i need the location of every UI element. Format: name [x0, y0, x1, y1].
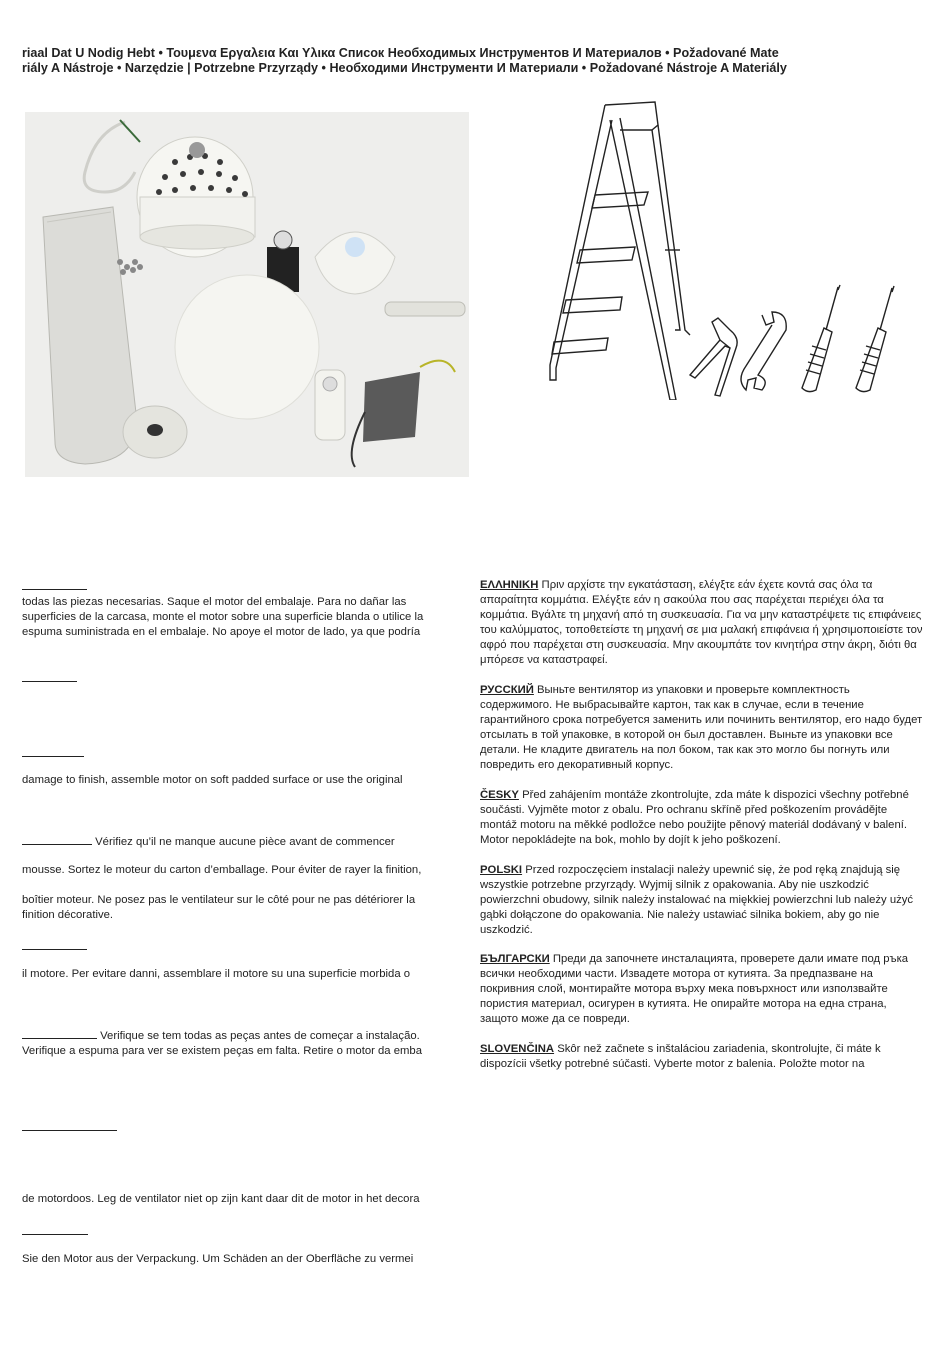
- text-line: il motore. Per evitare danni, assemblare il motore su una superficie morbida o: [22, 968, 411, 980]
- ladder-icon: [550, 102, 690, 400]
- french-block-2: [22, 863, 467, 878]
- paragraph-text: Преди да започнете инсталацията, проверете дали имате под ръка всички необходими части. Извадете мотора от кутията. За предпазване на покривния слой, монтирайте мотора върху мека повърхност или използвайте пористия материал, осигурен в кутията. Не опирайте мотора на една страна, защото може да се повреди.: [480, 953, 909, 1025]
- slovak-block: [480, 1042, 925, 1072]
- screwdriver-icon: [802, 285, 840, 392]
- italian-block: [22, 967, 467, 982]
- header-line-1: riaal Dat U Nodig Hebt • Τουμενα Εργαλεια Και Υλικα Список Необходимых Инструментов И Материалов • Požadované Mate: [22, 46, 779, 60]
- text-line: Sie den Motor aus der Verpackung. Um Schäden an der Oberfläche zu vermei: [22, 1253, 414, 1265]
- text-line: damage to finish, assemble motor on soft padded surface or use the original: [22, 774, 403, 786]
- heading-rule: [22, 680, 77, 682]
- language-label: SLOVENČINA: [480, 1043, 555, 1055]
- bulgarian-block: [480, 952, 925, 1027]
- czech-block: [480, 788, 925, 848]
- text-line: finition décorative.: [22, 909, 114, 921]
- page-header: [22, 46, 932, 76]
- text-line: Vérifiez qu’il ne manque aucune pièce avant de commencer: [95, 836, 395, 848]
- heading-rule: [22, 1233, 88, 1235]
- language-label: POLSKI: [480, 864, 523, 876]
- french-block-3: [22, 893, 467, 923]
- language-label: ČESKY: [480, 789, 519, 801]
- header-line-2: riály A Nástroje • Narzędzie | Potrzebne Przyrządy • Необходими Инструменти И Материали • Požadované Nástroje A Materiály: [22, 61, 787, 75]
- english-block: [22, 773, 467, 788]
- text-line: boîtier moteur. Ne posez pas le ventilateur sur le côté pour ne pas détériorer la: [22, 894, 416, 906]
- heading-rule: [22, 1027, 97, 1039]
- pliers-icon: [690, 318, 737, 396]
- polish-block: [480, 863, 925, 938]
- paragraph-text: Выньте вентилятор из упаковки и проверьте комплектность содержимого. Не выбрасывайте картон, так как в случае, если в течение гарантийного срока потребуется заменить или починить вентилятор, его надо будет отсылать в той упаковке, в которой он был доставлен. Выньте из упаковки все детали. Не кладите двигатель на пол боком, так как это могло бы погнуть или повредить его декоративный корпус.: [480, 684, 923, 771]
- text-line: de motordoos. Leg de ventilator niet op zijn kant daar dit de motor in het decora: [22, 1193, 420, 1205]
- language-label: БЪЛГАРСКИ: [480, 953, 550, 965]
- wrench-icon: [741, 312, 786, 390]
- language-label: ΕΛΛΗΝΙΚΗ: [480, 579, 539, 591]
- screwdriver-icon: [856, 286, 894, 392]
- tools-illustration: [540, 100, 930, 400]
- german-block: [22, 1252, 467, 1267]
- portuguese-block: [22, 1027, 467, 1059]
- spanish-block: [22, 578, 467, 640]
- paragraph-text: Před zahájením montáže zkontrolujte, zda máte k dispozici všechny potřebné součásti. Vyjměte motor z obalu. Pro ochranu skříně před poškozením provádějte montáž motoru na měkké podložce nebo použijte pěnový materiál dodávaný v balení. Motor nepokládejte na bok, mohlo by dojít k jeho poškození.: [480, 789, 909, 846]
- ladder-and-tools-drawing: [540, 100, 930, 400]
- russian-block: [480, 683, 925, 773]
- dutch-block: [22, 1192, 467, 1207]
- parts-illustration: [25, 112, 469, 477]
- text-line: espuma suministrada en el embalaje. No apoye el motor de lado, ya que podría: [22, 626, 421, 638]
- text-line: Verifique a espuma para ver se existem peças em falta. Retire o motor da emba: [22, 1045, 422, 1057]
- heading-rule: [22, 1129, 117, 1131]
- language-label: РУССКИЙ: [480, 684, 534, 696]
- heading-rule: [22, 755, 84, 757]
- heading-rule: [22, 578, 87, 590]
- paragraph-text: Przed rozpoczęciem instalacji należy upewnić się, że pod ręką znajdują się wszystkie potrzebne przyrządy. Wyjmij silnik z opakowania. Aby nie uszkodzić powierzchni obudowy, silnik należy instalować na miękkiej powierzchni lub należy użyć gąbki dołączone do opakowania. Nie należy ustawiać silnika bokiem, aby go nie uszkodzić.: [480, 864, 914, 936]
- heading-rule: [22, 948, 87, 950]
- text-line: mousse. Sortez le moteur du carton d’emballage. Pour éviter de rayer la finition,: [22, 864, 422, 876]
- french-block: [22, 833, 467, 850]
- heading-rule: [22, 833, 92, 845]
- text-line: superficies de la carcasa, monte el motor sobre una superficie blanda o utilice la: [22, 611, 424, 623]
- text-line: todas las piezas necesarias. Saque el motor del embalaje. Para no dañar las: [22, 596, 407, 608]
- text-line: Verifique se tem todas as peças antes de começar a instalação.: [100, 1030, 420, 1042]
- paragraph-text: Πριν αρχίστε την εγκατάσταση, ελέγξτε εάν έχετε κοντά σας όλα τα απαραίτητα κομμάτια. Ελέγξτε εάν η σακούλα που σας παρέχεται περιέχει όλα τα κομμάτια. Βγάλτε τη μηχανή από τη συσκευασία. Για να μην καταστρέψετε τις επιφάνειες του καλύμματος, τοποθετείστε τη μηχανή σε μια μαλακή επιφάνεια ή χρησιμοποιείστε τον αφρό που παρέχεται στη συσκευασία. Μην ακουμπάτε τον κινητήρα στην άκρη, διότι θα μπόρεσε να καταστραφεί.: [480, 579, 923, 666]
- parts-photo: [25, 112, 469, 477]
- greek-block: [480, 578, 925, 668]
- paragraph-text: Skôr než začnete s inštaláciou zariadenia, skontrolujte, či máte k dispozícii všetky potrebné súčasti. Vyberte motor z balenia. Položte motor na: [480, 1043, 881, 1070]
